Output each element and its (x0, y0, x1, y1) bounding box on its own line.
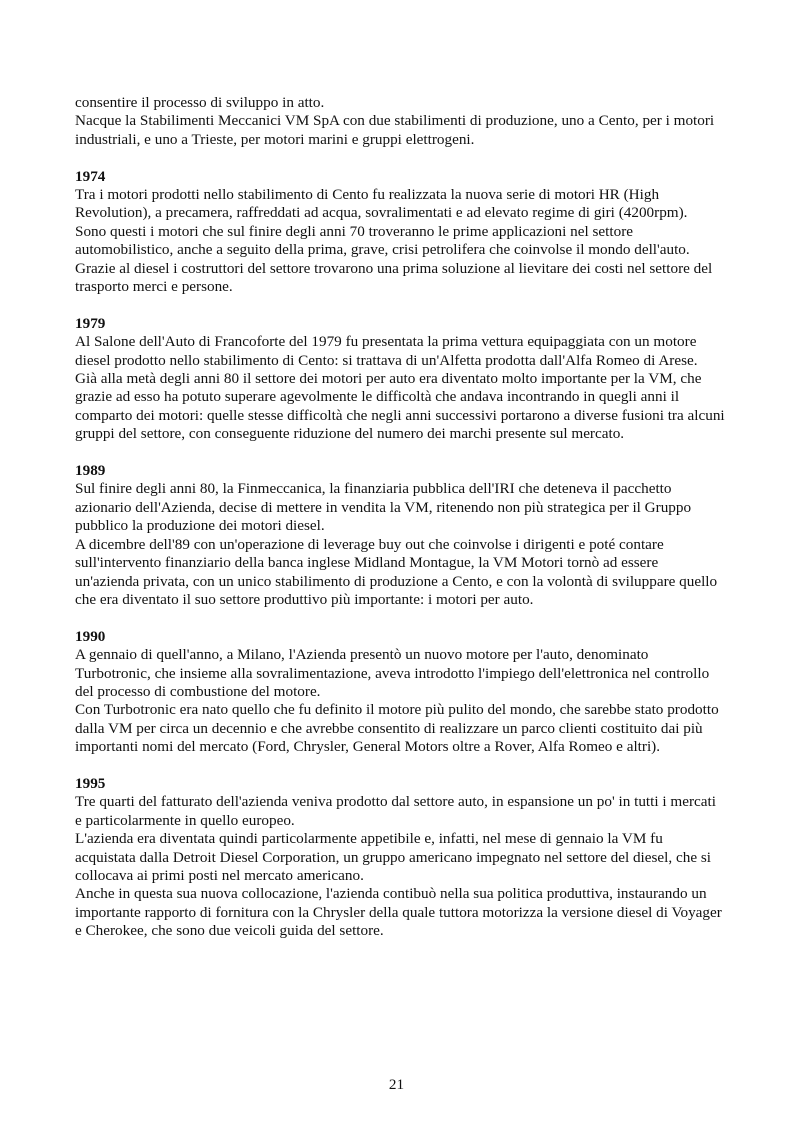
section-1974 (75, 168, 725, 297)
intro-paragraph-2: Nacque la Stabilimenti Meccanici VM SpA con due stabilimenti di produzione, uno a Cento, per i motori industriali, e uno a Trieste, per motori marini e gruppi elettrogeni. (75, 112, 715, 148)
section-year-heading: 1995 (75, 774, 106, 792)
section-1979 (75, 315, 725, 444)
section-paragraph: L'azienda era diventata quindi particolarmente appetibile e, infatti, nel mese di gennaio la VM fu acquistata dalla Detroit Diesel Corporation, un gruppo americano impegnato nel settore del diesel, che si collocava ai primi posti nel mercato americano. (75, 830, 711, 884)
intro-paragraph-1: consentire il processo di sviluppo in atto. (75, 94, 325, 111)
section-paragraph: A gennaio di quell'anno, a Milano, l'Azienda presentò un nuovo motore per l'auto, denominato Turbotronic, che insieme alla sovralimentazione, aveva introdotto l'impiego dell'elettronica nel controllo del processo di combustione del motore. (75, 646, 710, 700)
section-1995 (75, 775, 725, 941)
section-gap (75, 149, 725, 167)
section-paragraph: A dicembre dell'89 con un'operazione di leverage buy out che coinvolse i dirigenti e poté contare sull'intervento finanziario della banca inglese Midland Montague, la VM Motori tornò ad essere un'azienda privata, con un unico stabilimento di produzione a Cento, e con la volontà di sviluppare quello che era diventato il suo settore produttivo più importante: i motori per auto. (75, 535, 718, 608)
section-paragraph: Anche in questa sua nuova collocazione, l'azienda contibuò nella sua politica produttiva, instaurando un importante rapporto di fornitura con la Chrysler della quale tuttora motorizza la versione diesel di Voyager e Cherokee, che sono due veicoli guida del settore. (75, 885, 722, 940)
page-body (75, 94, 725, 941)
section-gap (75, 296, 725, 314)
section-gap (75, 757, 725, 775)
page-number: 21 (388, 1076, 405, 1093)
section-year-heading: 1990 (75, 627, 106, 645)
section-paragraph: Sono questi i motori che sul finire degli anni 70 troveranno le prime applicazioni nel settore automobilistico, anche a seguito della prima, grave, crisi petrolifera che coinvolse il mondo dell'auto. (75, 222, 690, 259)
section-paragraph: Tre quarti del fatturato dell'azienda veniva prodotto dal settore auto, in espansione un po' in tutti i mercati e particolarmente in quello europeo. (75, 793, 716, 829)
section-paragraph: Al Salone dell'Auto di Francoforte del 1979 fu presentata la prima vettura equipaggiata con un motore diesel prodotto nello stabilimento di Cento: si trattava di un'Alfetta prodotta dall'Alfa Romeo di Arese. (75, 333, 698, 369)
section-year-heading: 1974 (75, 167, 106, 185)
section-paragraph: Con Turbotronic era nato quello che fu definito il motore più pulito del mondo, che sarebbe stato prodotto dalla VM per circa un decennio e che avrebbe consentito di realizzare un parco clienti costituito dai più importanti nomi del mercato (Ford, Chrysler, General Motors oltre a Rover, Alfa Romeo e altri). (75, 701, 719, 756)
section-paragraph: Grazie al diesel i costruttori del settore trovarono una prima soluzione al lievitare dei costi nel settore del trasporto merci e persone. (75, 259, 713, 296)
section-year-heading: 1979 (75, 314, 106, 332)
section-year-heading: 1989 (75, 462, 106, 480)
section-paragraph: Già alla metà degli anni 80 il settore dei motori per auto era diventato molto importante per la VM, che grazie ad esso ha potuto superare agevolmente le difficoltà che andava incontrando in quegli anni il comparto dei motori: quelle stesse difficoltà che negli anni successivi portarono a diverse fusioni tra alcuni gruppi del settore, con conseguente riduzione del numero dei marchi presente sul mercato. (75, 370, 725, 443)
section-gap (75, 609, 725, 627)
section-1989 (75, 462, 725, 609)
section-gap (75, 444, 725, 462)
section-1990 (75, 628, 725, 757)
section-paragraph: Sul finire degli anni 80, la Finmeccanica, la finanziaria pubblica dell'IRI che deteneva il pacchetto azionario dell'Azienda, decise di mettere in vendita la VM, ritenendo non più strategica per il Gruppo pubblico la produzione dei motori diesel. (75, 480, 692, 535)
section-paragraph: Tra i motori prodotti nello stabilimento di Cento fu realizzata la nuova serie di motori HR (High Revolution), a precamera, raffreddati ad acqua, sovralimentati e ad elevato regime di giri (4200rpm). (75, 186, 688, 222)
